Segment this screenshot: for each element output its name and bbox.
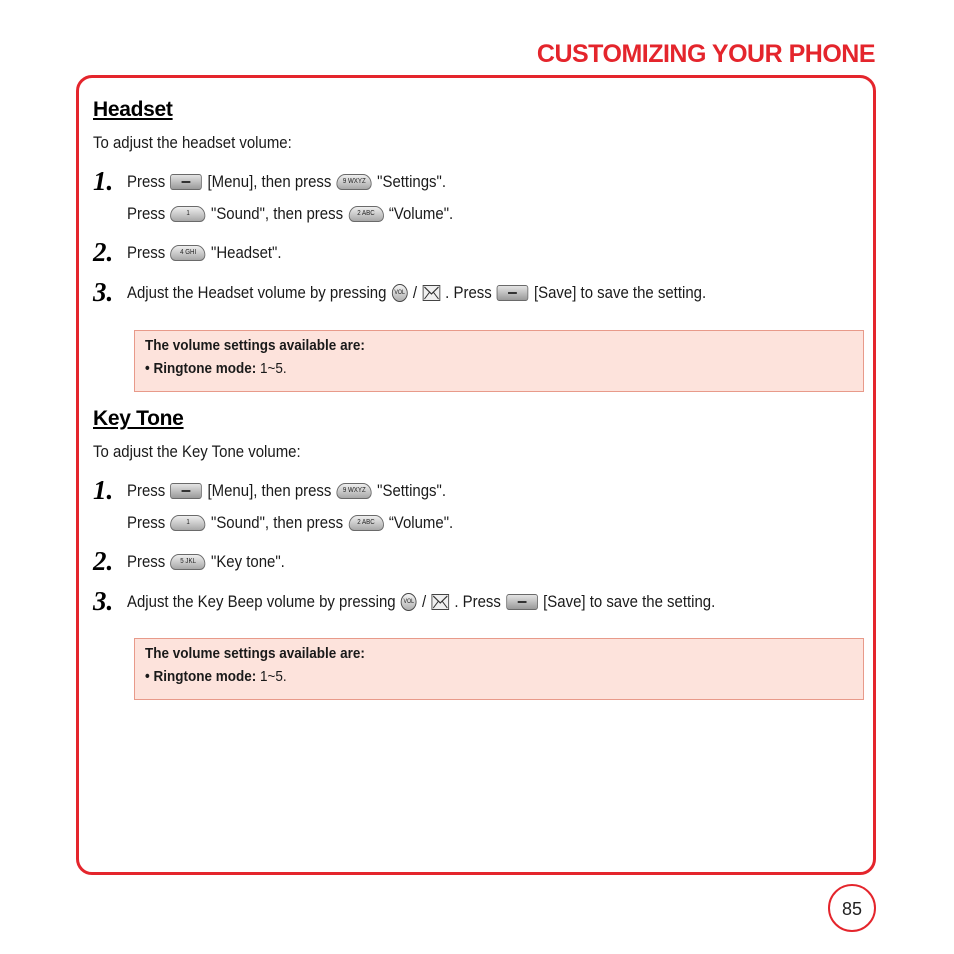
step-text: . Press (445, 283, 492, 302)
left-softkey-icon (497, 285, 529, 301)
key-4-icon: 4 GHI (171, 245, 206, 261)
key-2-icon: 2 ABC (348, 515, 383, 531)
step-text: [Save] to save the setting. (543, 592, 716, 611)
info-note (134, 330, 864, 392)
note-bullet-value: 1~5. (256, 668, 287, 685)
key-2-icon: 2 ABC (348, 206, 383, 222)
step-text: Press (127, 513, 166, 532)
note-bullet-value: 1~5. (256, 360, 287, 377)
key-5-icon: 5 JKL (171, 554, 206, 570)
step-line (127, 204, 453, 224)
volume-key-icon: VOL (392, 284, 408, 302)
key-9-icon: 9 WXYZ (337, 174, 372, 190)
step-number: 2. (93, 237, 114, 267)
section-intro-key-tone: To adjust the Key Tone volume: (93, 442, 301, 461)
note-heading: The volume settings available are: (145, 337, 365, 354)
step-text: [Menu], then press (207, 481, 332, 500)
step-text: / (422, 592, 427, 611)
key-9-icon: 9 WXYZ (337, 483, 372, 499)
volume-key-icon: VOL (401, 593, 417, 611)
step-text: Press (127, 552, 166, 571)
step-text: Adjust the Headset volume by pressing (127, 283, 387, 302)
step-number: 1. (93, 475, 114, 505)
note-heading: The volume settings available are: (145, 645, 365, 662)
step-line (127, 592, 715, 612)
step-text: Adjust the Key Beep volume by pressing (127, 592, 396, 611)
section-title-headset: Headset (93, 98, 173, 121)
step-line (127, 552, 285, 572)
section-intro-headset: To adjust the headset volume: (93, 133, 292, 152)
note-bullet-label: • Ringtone mode: (145, 668, 257, 685)
left-softkey-icon (506, 594, 538, 610)
page-number: 85 (828, 884, 876, 932)
step-text: “Volume". (388, 204, 454, 223)
note-bullet-label: • Ringtone mode: (145, 360, 257, 377)
step-text: "Key tone". (211, 552, 285, 571)
note-bullet (145, 360, 782, 377)
content-frame (76, 75, 876, 875)
section-title-key-tone: Key Tone (93, 407, 184, 430)
step-number: 1. (93, 166, 114, 196)
key-1-icon: 1 (171, 515, 206, 531)
step-text: . Press (454, 592, 501, 611)
step-text: "Sound", then press (211, 513, 344, 532)
step-text: Press (127, 481, 166, 500)
step-number: 3. (93, 277, 114, 307)
step-text: Press (127, 243, 166, 262)
step-text: "Sound", then press (211, 204, 344, 223)
info-note (134, 638, 864, 700)
step-number: 3. (93, 586, 114, 616)
left-softkey-icon (171, 483, 203, 499)
message-key-icon (431, 594, 449, 610)
step-text: Press (127, 172, 166, 191)
message-key-icon (422, 285, 440, 301)
step-text: [Save] to save the setting. (533, 283, 707, 302)
step-number: 2. (93, 546, 114, 576)
step-line (127, 513, 453, 533)
step-text: Press (127, 204, 166, 223)
left-softkey-icon (171, 174, 203, 190)
step-text: “Volume". (388, 513, 454, 532)
step-line (127, 172, 446, 192)
step-text: "Settings". (377, 481, 446, 500)
step-text: / (412, 283, 418, 302)
step-text: "Headset". (211, 243, 282, 262)
step-text: "Settings". (377, 172, 446, 191)
page-header-title: CUSTOMIZING YOUR PHONE (536, 40, 875, 68)
step-text: [Menu], then press (207, 172, 332, 191)
note-bullet (145, 668, 782, 685)
step-line (127, 481, 446, 501)
step-line (127, 243, 282, 263)
key-1-icon: 1 (171, 206, 206, 222)
step-line (127, 283, 706, 303)
